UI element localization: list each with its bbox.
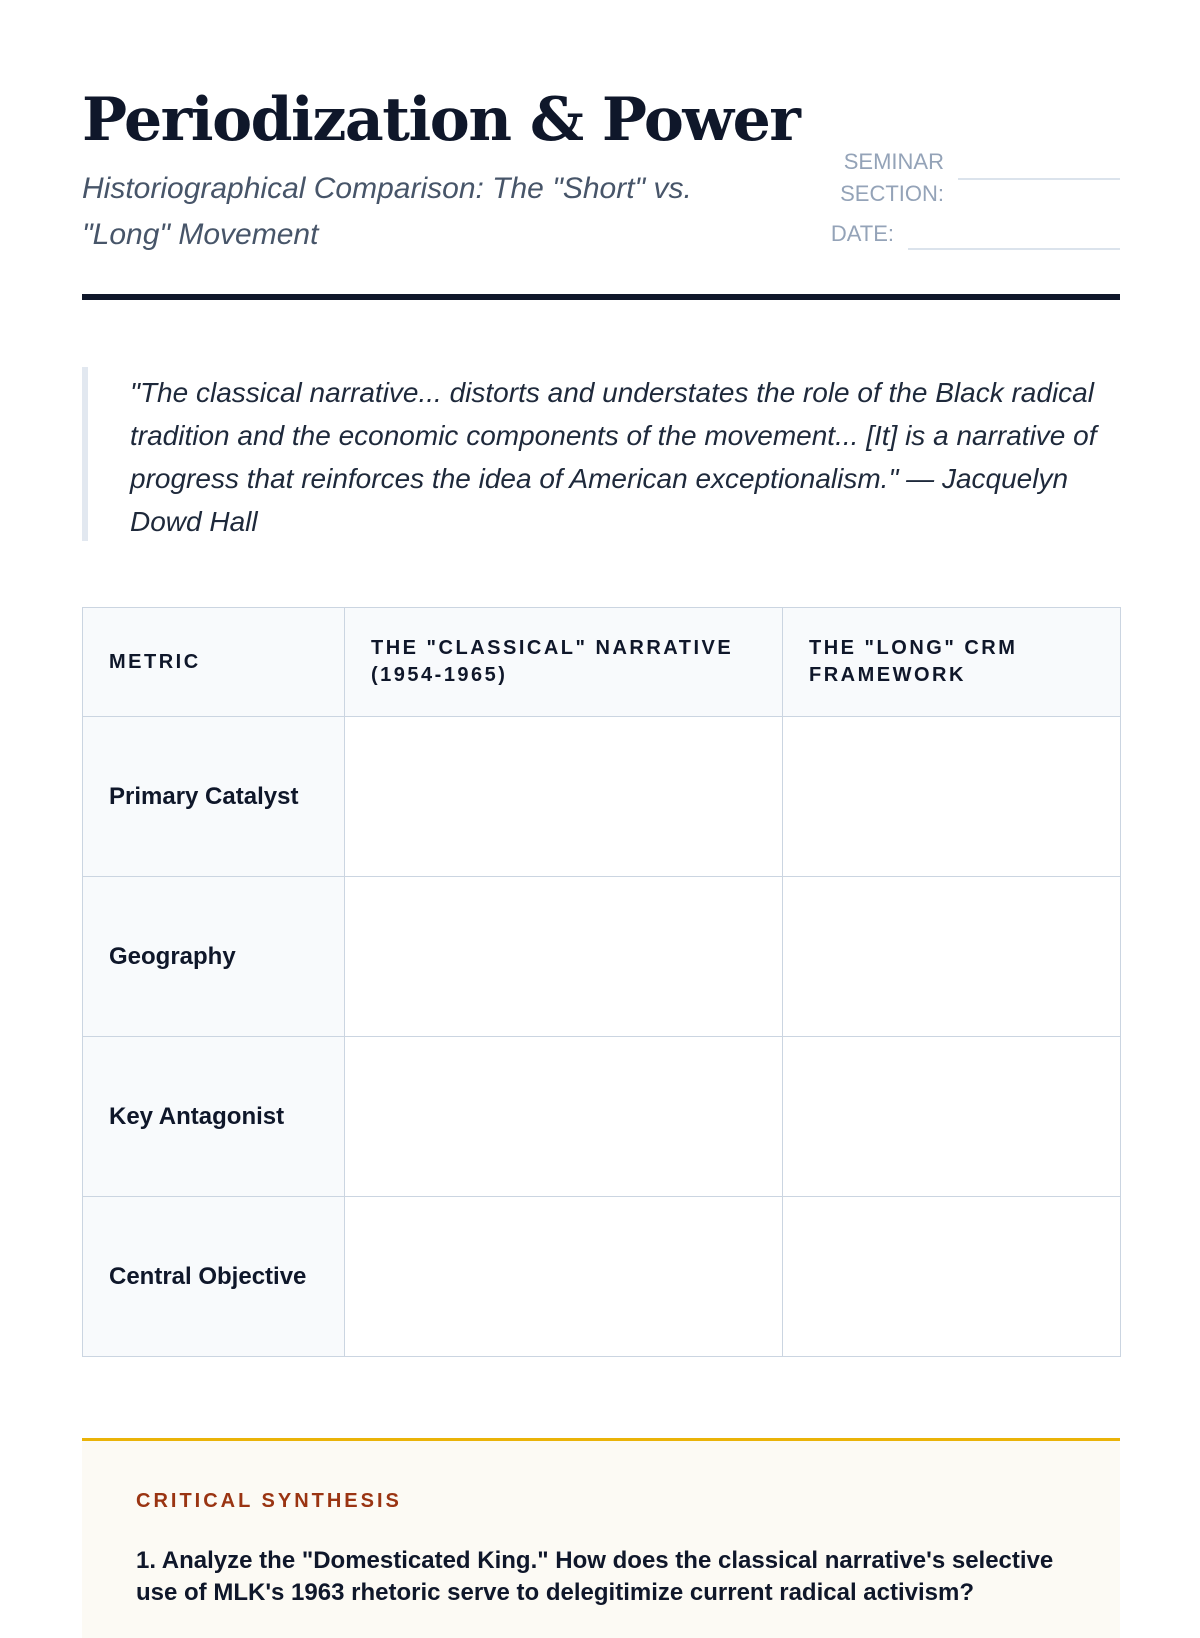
table-row (83, 1037, 1121, 1197)
table-row (83, 1197, 1121, 1357)
epigraph-quote: "The classical narrative... distorts and understates the role of the Black radical tradition and the economic components of the movement... [It] is a narrative of progress that reinforces the idea of American exceptionalism." — Jacquelyn Dowd Hall (82, 367, 1120, 541)
header-divider (82, 294, 1120, 300)
seminar-section-field[interactable] (820, 146, 1120, 212)
comparison-table (82, 607, 1121, 1357)
synthesis-question-1: 1. Analyze the "Domesticated King." How does the classical narrative's selective use of MLK's 1963 rhetoric serve to delegitimize current radical activism? (136, 1547, 1054, 1606)
row-label-central-objective: Central Objective (83, 1197, 345, 1357)
answer-cell-long[interactable] (783, 877, 1121, 1037)
column-header-classical: THE "CLASSICAL" NARRATIVE (1954-1965) (345, 608, 783, 717)
date-label: DATE: (830, 221, 894, 246)
date-line[interactable] (908, 248, 1120, 250)
worksheet-header (82, 78, 1120, 300)
table-header-row (83, 608, 1121, 717)
synthesis-heading: CRITICAL SYNTHESIS (136, 1490, 402, 1512)
page-title: Periodization & Power (82, 85, 800, 155)
answer-cell-long[interactable] (783, 717, 1121, 877)
date-field[interactable] (820, 218, 1120, 254)
table-row (83, 717, 1121, 877)
page-subtitle: Historiographical Comparison: The "Short" vs. "Long" Movement (82, 172, 692, 251)
row-label-geography: Geography (83, 877, 345, 1037)
meta-fields (820, 146, 1120, 256)
row-label-key-antagonist: Key Antagonist (83, 1037, 345, 1197)
answer-cell-classical[interactable] (345, 877, 783, 1037)
answer-cell-classical[interactable] (345, 717, 783, 877)
row-label-primary-catalyst: Primary Catalyst (83, 717, 345, 877)
answer-cell-long[interactable] (783, 1197, 1121, 1357)
answer-cell-classical[interactable] (345, 1197, 783, 1357)
table-row (83, 877, 1121, 1037)
worksheet-page (82, 0, 1120, 1606)
answer-cell-long[interactable] (783, 1037, 1121, 1197)
critical-synthesis-box (82, 1438, 1120, 1638)
answer-cell-classical[interactable] (345, 1037, 783, 1197)
seminar-section-label: SEMINAR SECTION: (840, 149, 944, 206)
column-header-long: THE "LONG" CRM FRAMEWORK (783, 608, 1121, 717)
column-header-metric: METRIC (83, 608, 345, 717)
seminar-section-line[interactable] (958, 178, 1120, 180)
